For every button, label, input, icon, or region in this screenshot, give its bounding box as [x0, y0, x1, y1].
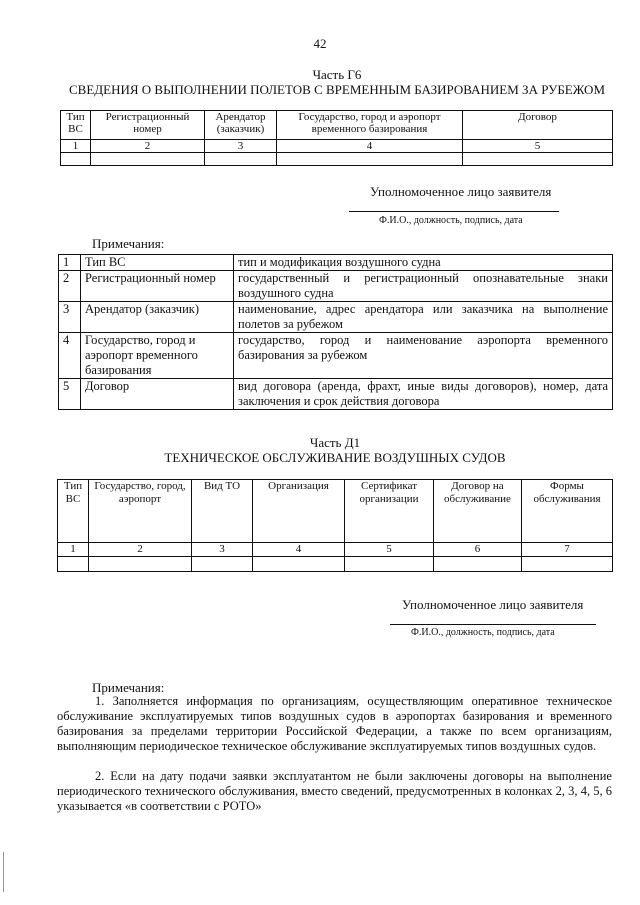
- note-description: государство, город и наименование аэропорта временного базирования за рубежом: [234, 333, 613, 379]
- column-number: 5: [345, 543, 434, 557]
- note-paragraph-1: 1. Заполняется информация по организациям, осуществляющим оперативное техническое обслуживание эксплуатируемых типов воздушных судов в аэропортах базирования и временного базирования за пределами территории Российской Федерации, а также по всем организациям, выполняющим периодическое техническое обслуживание эксплуатируемых типов воздушных судов.: [57, 694, 612, 753]
- note-number: 3: [59, 302, 81, 333]
- note-number: 4: [59, 333, 81, 379]
- notes-heading: Примечания:: [92, 680, 165, 695]
- table-cell: [192, 557, 253, 572]
- g6-table: [60, 110, 613, 166]
- note-term: Тип ВС: [81, 255, 234, 271]
- signature-line: [349, 211, 559, 212]
- note-term: Государство, город и аэропорт временного базирования: [81, 333, 234, 379]
- column-header: Арендатор (заказчик): [205, 111, 277, 140]
- column-header: Договор на обслуживание: [434, 480, 522, 543]
- note-number: 5: [59, 379, 81, 410]
- note-number: 2: [59, 271, 81, 302]
- table-cell: [89, 557, 192, 572]
- column-number-row: [58, 543, 613, 557]
- column-header: Тип ВС: [58, 480, 89, 543]
- column-header: Договор: [463, 111, 613, 140]
- column-number: 6: [434, 543, 522, 557]
- table-cell: [253, 557, 345, 572]
- note-term: Договор: [81, 379, 234, 410]
- table-cell: [91, 153, 205, 166]
- signatory-label: Уполномоченное лицо заявителя: [370, 184, 552, 199]
- note-row: [59, 255, 613, 271]
- table-header-row: [58, 480, 613, 543]
- column-number: 4: [277, 140, 463, 153]
- table-cell: [277, 153, 463, 166]
- column-number: 1: [61, 140, 91, 153]
- column-number-row: [61, 140, 613, 153]
- column-header: Формы обслуживания: [522, 480, 613, 543]
- section-g6-part: Часть Г6: [312, 67, 362, 82]
- signature-caption: Ф.И.О., должность, подпись, дата: [379, 215, 523, 226]
- table-cell: [205, 153, 277, 166]
- notes-heading: Примечания:: [92, 236, 165, 251]
- column-number: 3: [192, 543, 253, 557]
- note-term: Регистрационный номер: [81, 271, 234, 302]
- table-header-row: [61, 111, 613, 140]
- empty-data-row: [58, 557, 613, 572]
- signature-line: [390, 624, 596, 625]
- table-cell: [61, 153, 91, 166]
- note-number: 1: [59, 255, 81, 271]
- column-number: 7: [522, 543, 613, 557]
- note-row: [59, 379, 613, 410]
- column-number: 3: [205, 140, 277, 153]
- column-header: Государство, город и аэропорт временного базирования: [277, 111, 463, 140]
- note-row: [59, 302, 613, 333]
- note-description: вид договора (аренда, фрахт, иные виды договоров), номер, дата заключения и срок действия договора: [234, 379, 613, 410]
- table-cell: [463, 153, 613, 166]
- note-paragraph-2: 2. Если на дату подачи заявки эксплуатантом не были заключены договоры на выполнение периодического технического обслуживания, вместо сведений, предусмотренных в колонках 2, 3, 4, 5, 6 указывается «в соответствии с РОТО»: [57, 769, 612, 813]
- note-description: тип и модификация воздушного судна: [234, 255, 613, 271]
- note-term: Арендатор (заказчик): [81, 302, 234, 333]
- column-number: 2: [91, 140, 205, 153]
- column-number: 2: [89, 543, 192, 557]
- column-number: 5: [463, 140, 613, 153]
- g6-notes-table: [58, 254, 613, 410]
- table-cell: [522, 557, 613, 572]
- column-number: 1: [58, 543, 89, 557]
- table-cell: [58, 557, 89, 572]
- signatory-label: Уполномоченное лицо заявителя: [402, 597, 584, 612]
- d1-table: [57, 479, 613, 572]
- column-number: 4: [253, 543, 345, 557]
- column-header: Вид ТО: [192, 480, 253, 543]
- scan-edge-mark: [3, 852, 4, 892]
- table-cell: [345, 557, 434, 572]
- note-row: [59, 333, 613, 379]
- section-d1-title: ТЕХНИЧЕСКОЕ ОБСЛУЖИВАНИЕ ВОЗДУШНЫХ СУДОВ: [164, 450, 506, 465]
- section-d1-part: Часть Д1: [309, 435, 361, 450]
- note-description: государственный и регистрационный опознавательные знаки воздушного судна: [234, 271, 613, 302]
- signature-caption: Ф.И.О., должность, подпись, дата: [411, 627, 555, 638]
- note-description: наименование, адрес арендатора или заказчика на выполнение полетов за рубежом: [234, 302, 613, 333]
- table-cell: [434, 557, 522, 572]
- column-header: Тип ВС: [61, 111, 91, 140]
- column-header: Регистрационный номер: [91, 111, 205, 140]
- column-header: Государство, город, аэропорт: [89, 480, 192, 543]
- column-header: Сертификат организации: [345, 480, 434, 543]
- note-row: [59, 271, 613, 302]
- empty-data-row: [61, 153, 613, 166]
- section-g6-title: СВЕДЕНИЯ О ВЫПОЛНЕНИИ ПОЛЕТОВ С ВРЕМЕННЫМ БАЗИРОВАНИЕМ ЗА РУБЕЖОМ: [68, 82, 605, 97]
- page-number: 42: [313, 36, 327, 51]
- column-header: Организация: [253, 480, 345, 543]
